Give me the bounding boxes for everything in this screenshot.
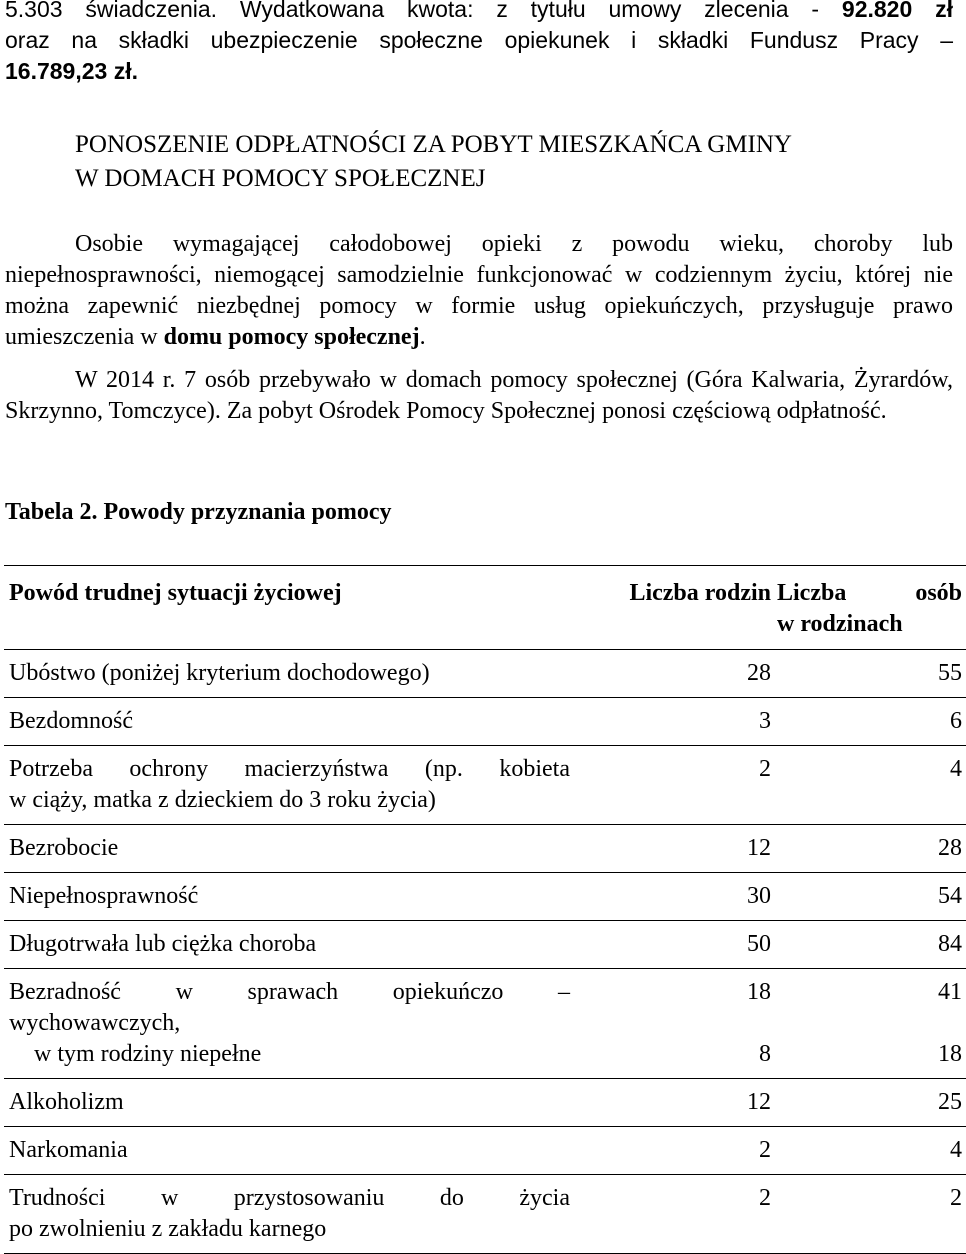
- intro-line-2: oraz na składki ubezpieczenie społeczne opiekunek i składki Fundusz Pracy –: [5, 27, 953, 53]
- intro-paragraph: [5, 0, 953, 87]
- section-heading-line-2: W DOMACH POMOCY SPOŁECZNEJ: [75, 165, 486, 192]
- amount-contributions: 16.789,23 zł.: [5, 58, 138, 84]
- table-caption: Tabela 2. Powody przyznania pomocy: [5, 499, 392, 525]
- table-row: Niepełnosprawność 30 54: [4, 873, 966, 921]
- table-row: Trudności w przystosowaniu do życia po zwolnieniu z zakładu karnego 2 2: [4, 1175, 966, 1254]
- header-families: Liczba rodzin: [574, 566, 777, 650]
- table-row: Narkomania 2 4: [4, 1127, 966, 1175]
- body-paragraph: Osobie wymagającej całodobowej opieki z powodu wieku, choroby lub niepełnosprawności, niemogącej samodzielnie funkcjonować w codziennym życiu, której nie można zapewnić niezbędnej pomocy w formie usług opiekuńczych, przysługuje prawo umieszczenia w domu pomocy społecznej.: [5, 231, 953, 350]
- table-header-row: [4, 566, 966, 650]
- table-row: Alkoholizm 12 25: [4, 1079, 966, 1127]
- intro-line-1: 5.303 świadczenia. Wydatkowana kwota: z tytułu umowy zlecenia - 92.820 zł: [5, 0, 953, 25]
- table-row: Ubóstwo (poniżej kryterium dochodowego) 28 55: [4, 650, 966, 698]
- header-reason: Powód trudnej sytuacji życiowej: [4, 566, 574, 650]
- body-emphasis: domu pomocy społecznej: [163, 324, 420, 350]
- table-row: Potrzeba ochrony macierzyństwa (np. kobieta w ciąży, matka z dzieckiem do 3 roku życia) 2 4: [4, 746, 966, 825]
- section-heading-line-1: PONOSZENIE ODPŁATNOŚCI ZA POBYT MIESZKAŃCA GMINY: [75, 131, 792, 158]
- table-row: Bezrobocie 12 28: [4, 825, 966, 873]
- body-paragraph-2: W 2014 r. 7 osób przebywało w domach pomocy społecznej (Góra Kalwaria, Żyrardów, Skrzynno, Tomczyce). Za pobyt Ośrodek Pomocy Społecznej ponosi częściową odpłatność.: [5, 367, 953, 424]
- section-heading: [75, 128, 955, 196]
- amount-contract: 92.820 zł: [841, 0, 954, 22]
- table-row: Długotrwała lub ciężka choroba 50 84: [4, 921, 966, 969]
- sub-reason: w tym rodziny niepełne: [34, 1041, 262, 1067]
- header-persons: Liczba osób w rodzinach: [777, 566, 966, 650]
- reasons-table: [4, 565, 966, 1254]
- table-row: Bezdomność 3 6: [4, 698, 966, 746]
- table-row: Bezradność w sprawach opiekuńczo – wychowawczych, w tym rodziny niepełne 18 8 41 18: [4, 969, 966, 1079]
